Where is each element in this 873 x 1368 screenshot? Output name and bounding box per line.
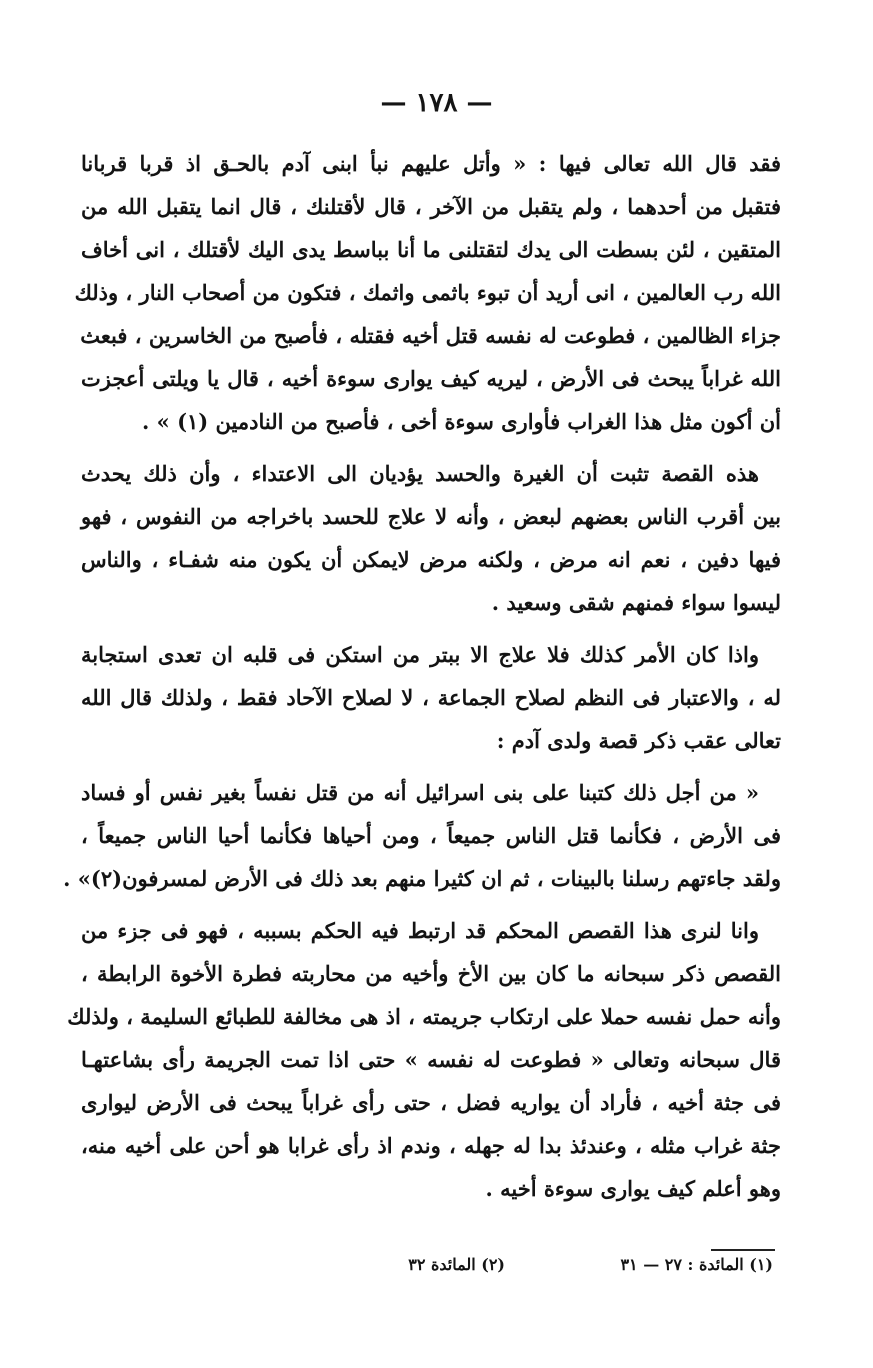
paragraph-quran-verse-israel xyxy=(63,771,781,900)
text-line: جزاء الظالمين ، فطوعت له نفسه قتل أخيه فقتله ، فأصبح من الخاسرين ، فبعث xyxy=(80,323,781,348)
text-line: أن أكون مثل هذا الغراب فأوارى سوءة أخى ، فأصبح من النادمين (١) » . xyxy=(142,409,781,434)
text-line: ليسوا سواء فمنهم شقى وسعيد . xyxy=(491,590,781,615)
text-line: وانا لنرى هذا القصص المحكم قد ارتبط فيه الحكم بسببه ، فهو فى جزء من xyxy=(81,918,759,943)
paragraph-envy-commentary xyxy=(81,452,781,624)
text-line: تعالى عقب ذكر قصة ولدى آدم : xyxy=(496,728,781,753)
paragraph-remedy xyxy=(81,633,781,762)
text-line: فى الأرض ، فكأنما قتل الناس جميعاً ، ومن أحياها فكأنما أحيا الناس جميعاً ، xyxy=(81,823,781,848)
footnote-1: (١) المائدة : ٢٧ — ٣١ xyxy=(620,1255,773,1274)
text-line: الله رب العالمين ، انى أريد أن تبوء باثمى واثمك ، فتكون من أصحاب النار ، وذلك xyxy=(74,280,781,305)
text-line: جثة غراب مثله ، وعندئذ بدا له جهله ، وندم اذ رأى غرابا هو أحن على أخيه منه، xyxy=(81,1133,781,1158)
text-line: قال سبحانه وتعالى « فطوعت له نفسه » حتى اذا تمت الجريمة رأى بشاعتهـا xyxy=(81,1047,781,1072)
text-line: القصص ذكر سبحانه ما كان بين الأخ وأخيه من محاربته فطرة الأخوة الرابطة ، xyxy=(81,961,781,986)
text-line: وأنه حمل نفسه حملا على ارتكاب جريمته ، اذ هى مخالفة للطبائع السليمة ، ولذلك xyxy=(67,1004,781,1029)
text-line: الله غراباً يبحث فى الأرض ، ليريه كيف يوارى سوءة أخيه ، قال يا ويلتى أعجزت xyxy=(81,366,781,391)
text-line: بين أقرب الناس بعضهم لبعض ، وأنه لا علاج للحسد باخراجه من النفوس ، فهو xyxy=(81,504,781,529)
footnote-2: (٢) المائدة ٣٢ xyxy=(408,1255,505,1274)
page-number: — ١٧٨ — xyxy=(380,88,493,118)
text-line: « من أجل ذلك كتبنا على بنى اسرائيل أنه من قتل نفساً بغير نفس أو فساد xyxy=(81,780,759,805)
text-line: واذا كان الأمر كذلك فلا علاج الا ببتر من استكن فى قلبه ان تعدى استجابة xyxy=(81,642,759,667)
body-text xyxy=(63,142,782,1219)
text-line: وهو أعلم كيف يوارى سوءة أخيه . xyxy=(485,1176,781,1201)
text-line: هذه القصة تثبت أن الغيرة والحسد يؤديان الى الاعتداء ، وأن ذلك يحدث xyxy=(81,461,759,486)
text-line: فقد قال الله تعالى فيها : « وأتل عليهم نبأ ابنى آدم بالحـق اذ قربا قربانا xyxy=(81,151,781,176)
paragraph-judgment-cause xyxy=(67,909,781,1210)
text-line: فيها دفين ، نعم انه مرض ، ولكنه مرض لايمكن أن يكون منه شفـاء ، والناس xyxy=(81,547,781,572)
footnotes xyxy=(293,1250,773,1280)
text-line: فتقبل من أحدهما ، ولم يتقبل من الآخر ، قال لأقتلنك ، قال انما يتقبل الله من xyxy=(81,194,781,219)
text-line: المتقين ، لئن بسطت الى يدك لتقتلنى ما أنا بباسط يدى اليك لأقتلك ، انى أخاف xyxy=(81,237,782,262)
text-line: ولقد جاءتهم رسلنا بالبينات ، ثم ان كثيرا منهم بعد ذلك فى الأرض لمسرفون(٢)» . xyxy=(63,866,781,891)
text-line: فى جثة أخيه ، فأراد أن يواريه فضل ، حتى رأى غراباً يبحث فى الأرض ليوارى xyxy=(81,1090,781,1115)
text-line: له ، والاعتبار فى النظم لصلاح الجماعة ، لا لصلاح الآحاد فقط ، ولذلك قال الله xyxy=(81,685,781,710)
paragraph-quran-verse-cain-abel xyxy=(74,142,782,443)
